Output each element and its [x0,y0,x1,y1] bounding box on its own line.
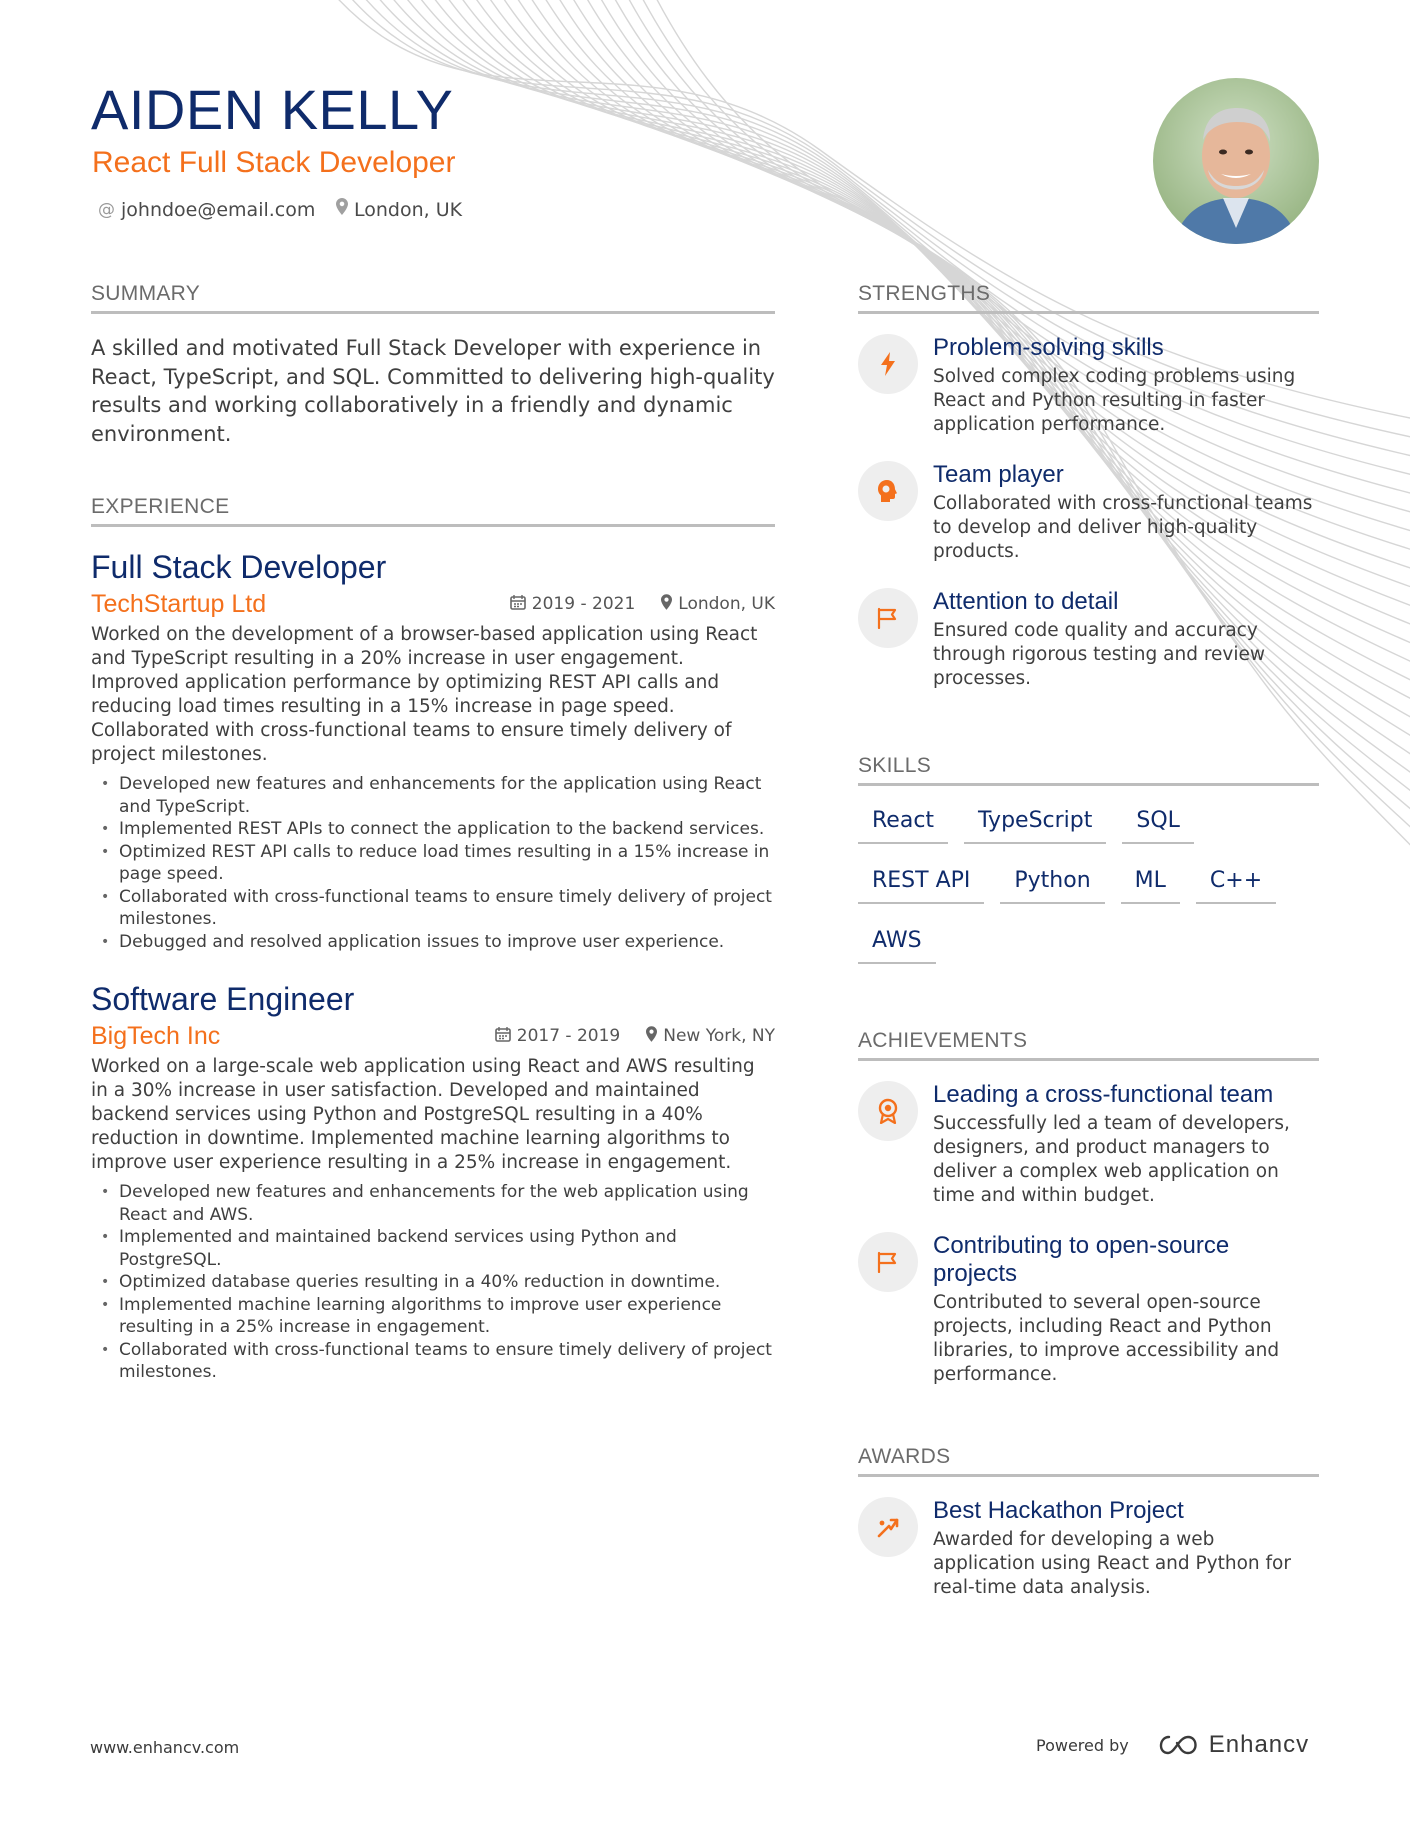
strength-item [858,588,1319,691]
strength-title: Attention to detail [933,588,1119,615]
achievement-title: Leading a cross-functional team [933,1081,1274,1108]
skill-tag: SQL [1122,806,1194,844]
skill-tag: AWS [858,926,936,964]
job-dates: 2017 - 2019 [516,1026,621,1046]
brand-name: Enhancv [1208,1731,1310,1758]
achievements-heading: ACHIEVEMENTS [858,1029,1319,1061]
job-title: Software Engineer [91,981,355,1017]
skill-tag: C++ [1196,866,1276,904]
skills-list [858,806,1319,986]
growth-icon [858,1497,918,1557]
candidate-title: React Full Stack Developer [92,146,456,179]
award-title: Best Hackathon Project [933,1497,1184,1524]
achievement-title: Contributing to open-source projects [933,1232,1230,1287]
footer-powered-by[interactable] [1036,1731,1309,1759]
skill-tag: Python [1000,866,1104,904]
job-description: Worked on a large-scale web application using React and AWS resulting in a 30% increase in user satisfaction. Developed and maintained backend services using Python and PostgreSQL resulting in a 40% reduction in downtime. Implemented machine learning algorithms to improve user experience resulting in a 25% increase in engagement. [91,1056,755,1173]
strength-item [858,461,1319,564]
bullet-item: • Collaborated with cross-functional teams to ensure timely delivery of project milestones. [91,886,775,931]
skill-tag: ML [1121,866,1180,904]
achievement-text: Contributed to several open-source projects, including React and Python libraries, to improve accessibility and performance. [933,1292,1280,1385]
job-bullets [91,773,775,953]
job-location: New York, NY [663,1026,775,1046]
achievement-item [858,1081,1319,1208]
strength-title: Problem-solving skills [933,334,1164,361]
experience-heading: EXPERIENCE [91,495,775,527]
job-dates: 2019 - 2021 [531,594,636,614]
calendar-icon [510,594,526,614]
achievement-item [858,1232,1319,1387]
map-pin-icon [661,594,672,614]
bullet-item: • Optimized REST API calls to reduce load times resulting in a 15% increase in page speed. [91,841,775,886]
location-text: London, UK [354,199,463,221]
map-pin-icon [336,197,348,223]
enhancv-logo-icon [1155,1733,1201,1757]
skill-tag: REST API [858,866,984,904]
awards-section [858,1445,1319,1600]
bullet-item: • Implemented machine learning algorithms to improve user experience resulting in a 25% increase in engagement. [91,1294,775,1339]
strength-item [858,334,1319,437]
skill-tag: React [858,806,948,844]
summary-heading: SUMMARY [91,282,775,314]
job-title: Full Stack Developer [91,549,387,585]
job-location: London, UK [678,594,775,614]
skill-tag: TypeScript [964,806,1106,844]
calendar-icon [495,1026,511,1046]
bullet-item: • Implemented and maintained backend services using Python and PostgreSQL. [91,1226,775,1271]
candidate-name: AIDEN KELLY [91,78,454,141]
achievement-text: Successfully led a team of developers, designers, and product managers to deliver a complex web application on time and within budget. [933,1113,1290,1206]
strength-text: Collaborated with cross-functional teams to develop and deliver high-quality products. [933,493,1313,562]
avatar [1153,78,1319,244]
achievements-section [858,1029,1319,1387]
company-name: BigTech Inc [91,1021,221,1050]
lightning-icon [858,334,918,394]
strength-text: Solved complex coding problems using React and Python resulting in faster application performance. [933,366,1296,435]
skills-heading: SKILLS [858,754,1319,786]
company-name: TechStartup Ltd [91,589,267,618]
summary-section [91,282,775,448]
email-text: johndoe@email.com [121,199,316,221]
at-icon: @ [98,200,115,220]
bullet-item: • Developed new features and enhancements for the web application using React and AWS. [91,1181,775,1226]
award-item [858,1497,1319,1600]
footer-website-link[interactable]: www.enhancv.com [90,1738,240,1757]
bullet-item: • Collaborated with cross-functional teams to ensure timely delivery of project milestones. [91,1339,775,1384]
award-text: Awarded for developing a web application using React and Python for real-time data analysis. [933,1529,1291,1598]
head-icon [858,461,918,521]
bullet-item: • Debugged and resolved application issues to improve user experience. [91,931,775,954]
skills-section [858,754,1319,986]
experience-section [91,495,775,1384]
flag-icon [858,588,918,648]
bullet-item: • Optimized database queries resulting in a 40% reduction in downtime. [91,1271,775,1294]
map-pin-icon [646,1026,657,1046]
bullet-item: • Developed new features and enhancements for the application using React and TypeScript. [91,773,775,818]
contact-location [336,197,462,223]
flag-icon [858,1232,918,1292]
contact-email[interactable] [98,197,315,223]
job-description: Worked on the development of a browser-based application using React and TypeScript resulting in a 20% increase in user engagement. Improved application performance by optimizing REST API calls and reducing load times resulting in a 15% increase in page speed. Collaborated with cross-functional teams to ensure timely delivery of project milestones. [91,624,758,765]
powered-by-label: Powered by [1036,1735,1129,1755]
job-entry [91,547,775,953]
job-entry [91,979,775,1384]
bullet-item: • Implemented REST APIs to connect the application to the backend services. [91,818,775,841]
award-icon [858,1081,918,1141]
strengths-section [858,282,1319,691]
strength-text: Ensured code quality and accuracy through rigorous testing and review processes. [933,620,1266,689]
summary-text: A skilled and motivated Full Stack Developer with experience in React, TypeScript, and SQL. Committed to delivering high-quality results and working collaboratively in a friendly and dynamic environment. [91,336,775,446]
strength-title: Team player [933,461,1064,488]
awards-heading: AWARDS [858,1445,1319,1477]
job-bullets [91,1181,775,1384]
strengths-heading: STRENGTHS [858,282,1319,314]
